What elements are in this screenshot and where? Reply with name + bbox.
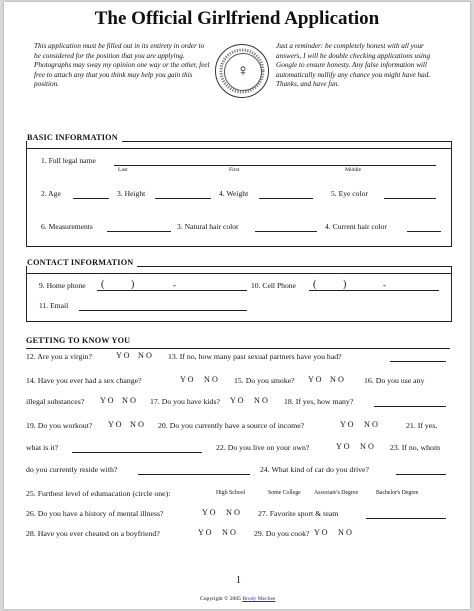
q29-no-letter: N <box>338 528 344 537</box>
copyright-footer <box>200 596 275 602</box>
cell-phone-open-paren: ( <box>313 279 317 290</box>
q12-no-letter: N <box>138 351 144 360</box>
q29-no-circle: O <box>345 528 352 537</box>
q20-no-option[interactable] <box>364 420 378 429</box>
q18-answer-field[interactable] <box>374 406 446 407</box>
q14-no-circle: O <box>211 375 218 384</box>
q18-label: 18. If yes, how many? <box>284 397 354 406</box>
page-title: The Official Girlfriend Application <box>94 8 380 29</box>
education-option-associates[interactable]: Associate's Degree <box>314 490 359 496</box>
age-field[interactable] <box>73 198 109 199</box>
q26-no-circle: O <box>233 508 240 517</box>
q16-label-line2: illegal substances? <box>26 397 85 406</box>
getting-to-know-you-rule <box>26 348 450 349</box>
age-label: 2. Age <box>41 189 61 198</box>
education-option-bachelors[interactable]: Bachelor's Degree <box>376 490 419 496</box>
seal-inner-circle <box>224 53 262 91</box>
q28-no-letter: N <box>222 528 228 537</box>
cell-phone-label: 10. Cell Phone <box>251 281 296 290</box>
contact-information-section <box>26 258 452 322</box>
current-hair-color-field[interactable] <box>407 231 441 232</box>
measurements-label: 6. Measurements <box>41 222 93 231</box>
getting-to-know-you-heading: GETTING TO KNOW YOU <box>26 336 131 345</box>
q17-no-circle: O <box>261 396 268 405</box>
q19-yes-option[interactable] <box>108 420 122 429</box>
current-hair-color-label: 4. Current hair color <box>325 222 387 231</box>
q26-yes-option[interactable] <box>202 508 216 517</box>
q17-label: 17. Do you have kids? <box>150 397 220 406</box>
q27-label: 27. Favorite sport & team <box>258 509 339 518</box>
page-number: 1 <box>236 575 241 586</box>
q26-label: 26. Do you have a history of mental illness? <box>26 509 164 518</box>
q28-yes-circle: O <box>205 528 212 537</box>
q28-yes-option[interactable] <box>198 528 212 537</box>
home-phone-dash: - <box>173 280 176 290</box>
q21-label-line2: what is it? <box>26 443 59 452</box>
q26-no-letter: N <box>226 508 232 517</box>
official-seal <box>215 44 269 98</box>
q12-label: 12. Are you a virgin? <box>26 352 92 361</box>
q19-no-letter: N <box>130 420 136 429</box>
q12-yes-circle: O <box>123 351 130 360</box>
q15-yes-circle: O <box>315 375 322 384</box>
q15-no-circle: O <box>337 375 344 384</box>
basic-information-section <box>26 133 452 247</box>
q14-yes-option[interactable] <box>180 375 194 384</box>
cell-phone-field[interactable] <box>309 290 439 291</box>
q16-no-circle: O <box>129 396 136 405</box>
q24-label: 24. What kind of car do you drive? <box>260 465 369 474</box>
application-page <box>4 2 470 609</box>
q20-yes-circle: O <box>347 420 354 429</box>
intro-right-text: Just a reminder: be completely honest with all your answers, I will be double checking applications using Google to ensure honesty. Any false information will automatically nullify any chance you might have had. Thanks, and have fun. <box>276 42 431 89</box>
q23-label-line2: do you currently reside with? <box>26 465 118 474</box>
q28-no-option[interactable] <box>222 528 236 537</box>
q29-label: 29. Do you cook? <box>254 529 310 538</box>
q12-no-option[interactable] <box>138 351 152 360</box>
q17-yes-circle: O <box>237 396 244 405</box>
q19-yes-circle: O <box>115 420 122 429</box>
q26-no-option[interactable] <box>226 508 240 517</box>
q19-no-circle: O <box>137 420 144 429</box>
education-option-high-school[interactable]: High School <box>216 490 246 496</box>
intro-left-text: This application must be filled out in its entirety in order to be considered for the position that you are applying. Photographs may sway my opinion one way or the other, feel free to attach any that you think may help you gain this position. <box>34 42 210 89</box>
home-phone-open-paren: ( <box>101 279 105 290</box>
q19-no-option[interactable] <box>130 420 144 429</box>
q17-yes-letter: Y <box>230 396 236 405</box>
home-phone-field[interactable] <box>97 290 247 291</box>
q20-no-letter: N <box>364 420 370 429</box>
q16-yes-option[interactable] <box>100 396 114 405</box>
q20-label: 20. Do you currently have a source of income? <box>158 421 305 430</box>
full-legal-name-field[interactable] <box>114 165 436 166</box>
q29-yes-circle: O <box>321 528 328 537</box>
q22-no-option[interactable] <box>360 442 374 451</box>
q19-yes-letter: Y <box>108 420 114 429</box>
q22-no-circle: O <box>367 442 374 451</box>
q15-no-letter: N <box>330 375 336 384</box>
q17-no-option[interactable] <box>254 396 268 405</box>
q19-label: 19. Do you workout? <box>26 421 93 430</box>
q14-yes-letter: Y <box>180 375 186 384</box>
eye-color-label: 5. Eye color <box>331 189 368 198</box>
q17-yes-option[interactable] <box>230 396 244 405</box>
weight-label: 4. Weight <box>219 189 249 198</box>
q14-yes-circle: O <box>187 375 194 384</box>
q27-answer-field[interactable] <box>366 518 446 519</box>
q16-yes-circle: O <box>107 396 114 405</box>
basic-information-rule <box>27 148 451 149</box>
eye-color-field[interactable] <box>384 198 436 199</box>
contact-information-rule <box>27 273 451 274</box>
first-name-caption: First <box>229 167 240 173</box>
q28-no-circle: O <box>229 528 236 537</box>
email-field[interactable] <box>79 310 247 311</box>
q15-yes-option[interactable] <box>308 375 322 384</box>
height-label: 3. Height <box>117 189 146 198</box>
q15-yes-letter: Y <box>308 375 314 384</box>
height-field[interactable] <box>155 198 211 199</box>
education-option-some-college[interactable]: Some College <box>268 490 301 496</box>
female-symbol-icon: ♀ <box>236 61 250 80</box>
q26-yes-circle: O <box>209 508 216 517</box>
home-phone-label: 9. Home phone <box>39 281 86 290</box>
q14-no-letter: N <box>204 375 210 384</box>
q23-label-line1: 23. If no, whom <box>390 443 441 452</box>
measurements-field[interactable] <box>107 231 171 232</box>
q16-label-line1: 16. Do you use any <box>364 376 425 385</box>
middle-name-caption: Middle <box>345 167 362 173</box>
q14-no-option[interactable] <box>204 375 218 384</box>
copyright-text: Copyright © 2005 <box>200 596 241 602</box>
q21-answer-field[interactable] <box>72 452 202 453</box>
q22-yes-option[interactable] <box>336 442 350 451</box>
q20-no-circle: O <box>371 420 378 429</box>
natural-hair-color-field[interactable] <box>255 231 317 232</box>
weight-field[interactable] <box>259 198 313 199</box>
q15-label: 15. Do you smoke? <box>234 376 295 385</box>
q24-answer-field[interactable] <box>396 474 446 475</box>
q20-yes-option[interactable] <box>340 420 354 429</box>
natural-hair-color-label: 3. Natural hair color <box>177 222 239 231</box>
q16-yes-letter: Y <box>100 396 106 405</box>
q28-yes-letter: Y <box>198 528 204 537</box>
q22-no-letter: N <box>360 442 366 451</box>
q28-label: 28. Have you ever cheated on a boyfriend? <box>26 529 160 538</box>
q15-no-option[interactable] <box>330 375 344 384</box>
q21-label-line1: 21. If yes, <box>406 421 438 430</box>
q13-label: 13. If no, how many past sexual partners have you had? <box>168 352 342 361</box>
q29-yes-option[interactable] <box>314 528 328 537</box>
basic-information-heading: BASIC INFORMATION <box>27 133 122 142</box>
email-label: 11. Email <box>39 301 69 310</box>
q16-no-letter: N <box>122 396 128 405</box>
cell-phone-dash: - <box>383 280 386 290</box>
q23-answer-field[interactable] <box>138 474 250 475</box>
home-phone-close-paren: ) <box>131 279 135 290</box>
full-legal-name-label: 1. Full legal name <box>41 156 96 165</box>
q17-no-letter: N <box>254 396 260 405</box>
q25-label: 25. Furthest level of edumacation (circle one): <box>26 489 171 498</box>
q29-no-option[interactable] <box>338 528 352 537</box>
q13-answer-field[interactable] <box>390 361 446 362</box>
last-name-caption: Last <box>118 167 128 173</box>
q22-yes-letter: Y <box>336 442 342 451</box>
q12-yes-option[interactable] <box>116 351 130 360</box>
q12-yes-letter: Y <box>116 351 122 360</box>
q26-yes-letter: Y <box>202 508 208 517</box>
q14-label: 14. Have you ever had a sex change? <box>26 376 142 385</box>
author-link[interactable]: Brody Mechee <box>242 596 276 602</box>
contact-information-heading: CONTACT INFORMATION <box>27 258 137 267</box>
q22-label: 22. Do you live on your own? <box>216 443 310 452</box>
q20-yes-letter: Y <box>340 420 346 429</box>
q22-yes-circle: O <box>343 442 350 451</box>
q16-no-option[interactable] <box>122 396 136 405</box>
cell-phone-close-paren: ) <box>343 279 347 290</box>
q29-yes-letter: Y <box>314 528 320 537</box>
q12-no-circle: O <box>145 351 152 360</box>
